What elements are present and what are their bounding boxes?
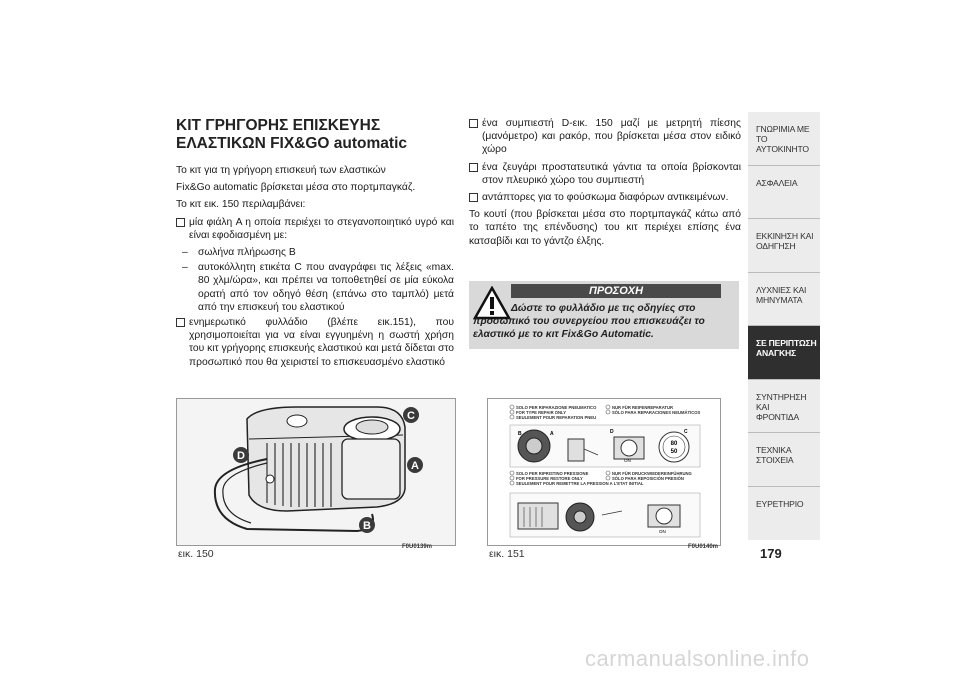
tab-technical-data[interactable] — [748, 433, 820, 487]
tab-label: ΣΕ ΠΕΡΙΠΤΩΣΗ — [756, 338, 817, 348]
page-number: 179 — [760, 546, 782, 561]
list-item — [176, 216, 454, 242]
figure-150-caption: εικ. 150 — [178, 548, 214, 560]
list-item-text: μία φιάλη A η οποία περιέχει το στεγανοποιητικό υγρό και είναι εφοδιασμένη με: — [189, 216, 454, 241]
leaflet-label: A — [550, 431, 554, 437]
dash-bullet-icon: – — [182, 262, 188, 274]
list-item-text: ένα συμπιεστή D-εικ. 150 μαζί με μετρητή πίεσης (μανόμετρο) και ρακόρ, που βρίσκεται μέσα στον ειδικό χώρο — [482, 118, 741, 156]
label-a: A — [411, 460, 419, 472]
tab-label: ΜΗΝΥΜΑΤΑ — [756, 294, 803, 305]
list-item — [469, 161, 741, 187]
tab-starting-driving[interactable] — [748, 219, 820, 273]
tab-label: ΑΥΤΟΚΙΝΗΤΟ — [756, 144, 809, 154]
tab-label: ΕΥΡΕΤΗΡΙΟ — [756, 498, 804, 509]
instruction-leaflet-illustration — [488, 399, 720, 545]
tire-repair-kit-illustration — [177, 399, 455, 545]
sub-list-item — [176, 261, 454, 314]
leaflet-label: D — [610, 429, 614, 435]
tab-label: ΣΥΝΤΗΡΗΣΗ ΚΑΙ — [756, 391, 807, 412]
intro-paragraph-3: Το κιτ εικ. 150 περιλαμβάνει: — [176, 199, 306, 211]
leaflet-text: SOLO PER RIPRISTINO PRESSIONE — [516, 471, 589, 476]
intro-paragraph-1: Το κιτ για τη γρήγορη επισκευή των ελαστικών — [176, 165, 386, 176]
figure-150-code: F0U0139m — [402, 544, 433, 550]
speed-sticker-value: 80 — [670, 441, 678, 447]
leaflet-text: SEULEMENT POUR REMETTRE LA PRESSION A L'ETAT INITIAL — [516, 481, 644, 486]
tab-emergency[interactable] — [748, 326, 820, 380]
dash-bullet-icon: – — [182, 247, 188, 259]
leaflet-text: SÓLO PARA REPOSICIÓN PRESIÓN — [612, 476, 684, 481]
checkbox-bullet-icon — [176, 318, 185, 327]
leaflet-text: SOLO PER RIPARAZIONE PNEUMATICO — [516, 405, 597, 410]
tab-safety[interactable] — [748, 166, 820, 220]
tab-label: ΟΔΗΓΗΣΗ — [756, 241, 796, 251]
title-line-1: ΚΙΤ ΓΡΗΓΟΡΗΣ ΕΠΙΣΚΕΥΗΣ — [176, 117, 381, 134]
label-d: D — [237, 450, 245, 462]
checkbox-bullet-icon — [469, 193, 478, 202]
figure-151-caption: εικ. 151 — [489, 548, 525, 560]
section-title — [176, 117, 454, 153]
figure-151-code: F0U0140m — [688, 544, 719, 550]
list-item — [469, 117, 741, 157]
label-c: C — [407, 410, 415, 422]
tab-maintenance[interactable] — [748, 380, 820, 434]
chapter-tabs — [748, 112, 820, 540]
leaflet-text: NUR FÜR DRUCKWIEDEREINFÜHRUNG — [612, 471, 692, 476]
tab-label: ΓΝΩΡΙΜΙΑ ΜΕ ΤΟ — [756, 124, 810, 144]
list-item-text: ενημερωτικό φυλλάδιο (βλέπε εικ.151), που χρησιμοποιείται για να είναι εγγυημένη η σωστή χρήση του κιτ γρήγορης επισκευής ελαστικού και μετά δίδεται στο προσωπικό που θα χειριστεί το επισκευασμένο ελαστικό — [189, 317, 455, 368]
list-item-text: ένα ζευγάρι προστατευτικά γάντια τα οποία βρίσκονται στον πλευρικό χώρο του συμπιεστή — [482, 161, 741, 186]
leaflet-label: C — [684, 429, 688, 435]
watermark: carmanualsonline.info — [585, 646, 810, 671]
tab-label: ΛΥΧΝΙΕΣ ΚΑΙ — [756, 284, 807, 295]
right-column — [469, 117, 741, 252]
kit-box-paragraph: Το κουτί (που βρίσκεται μέσα στο πορτμπαγκάζ κάτω από το ταπέτο της επένδυσης) του κιτ περιέχει επίσης ένα κατσαβίδι και το γάντζο έλξης. — [469, 209, 741, 247]
label-b: B — [363, 520, 371, 532]
list-item-text: αντάπτορες για το φούσκωμα διαφόρων αντικειμένων. — [482, 192, 729, 204]
sub-list-item-text: αυτοκόλλητη ετικέτα C που αναγράφει τις λέξεις «max. 80 χλμ/ώρα», και πρέπει να τοποθετηθεί σε μία εύκολα ορατή από τον οδηγό θέση (επάνω στο ταμπλό) μετά από την επισκευή του ελαστικού — [198, 262, 454, 313]
checkbox-bullet-icon — [469, 119, 478, 128]
figure-150 — [176, 398, 456, 546]
tab-label: ΑΣΦΑΛΕΙΑ — [756, 177, 798, 188]
leaflet-label: B — [518, 431, 522, 437]
warning-heading: ΠΡΟΣΟΧΗ — [511, 284, 721, 298]
title-line-2: ΕΛΑΣΤΙΚΩΝ FIX&GO automatic — [176, 135, 408, 152]
checkbox-bullet-icon — [469, 163, 478, 172]
warning-text: Δώστε το φυλλάδιο με τις οδηγίες στο προσωπικό του συνεργείου που επισκευάζει το ελαστικό με το κιτ Fix&Go Automatic. — [473, 303, 705, 340]
leaflet-text: SEULEMENT POUR REPARATION PNEU — [516, 415, 597, 420]
leaflet-on-label: ON — [659, 529, 666, 534]
leaflet-text: SÓLO PARA REPARACIONES NEUMÁTICOS — [612, 410, 701, 415]
leaflet-on-label: ON — [624, 458, 631, 463]
tab-getting-to-know[interactable] — [748, 112, 820, 166]
tab-label: ΕΚΚΙΝΗΣΗ ΚΑΙ — [756, 231, 814, 241]
left-column — [176, 117, 454, 373]
list-item — [176, 316, 454, 369]
leaflet-text: FOR TYPE REPAIR ONLY — [516, 410, 567, 415]
checkbox-bullet-icon — [176, 218, 185, 227]
warning-box — [469, 281, 739, 349]
tab-warning-lights[interactable] — [748, 273, 820, 327]
leaflet-text: FOR PRESSURE RESTORE ONLY — [516, 476, 583, 481]
tab-label: ΑΝΑΓΚΗΣ — [756, 348, 796, 358]
sub-list-item — [176, 246, 454, 259]
list-item — [469, 191, 741, 204]
speed-sticker-value: 50 — [670, 449, 678, 455]
leaflet-text: NUR FÜR REIFENREPARATUR — [612, 405, 674, 410]
figure-151 — [487, 398, 721, 546]
intro-paragraph-2: Fix&Go automatic βρίσκεται μέσα στο πορτμπαγκάζ. — [176, 182, 416, 194]
sub-list-item-text: σωλήνα πλήρωσης B — [198, 247, 296, 259]
tab-index[interactable] — [748, 487, 820, 541]
tab-label: ΦΡΟΝΤΙΔΑ — [756, 411, 799, 422]
tab-label: ΤΕΧΝΙΚΑ ΣΤΟΙΧΕΙΑ — [756, 445, 794, 465]
